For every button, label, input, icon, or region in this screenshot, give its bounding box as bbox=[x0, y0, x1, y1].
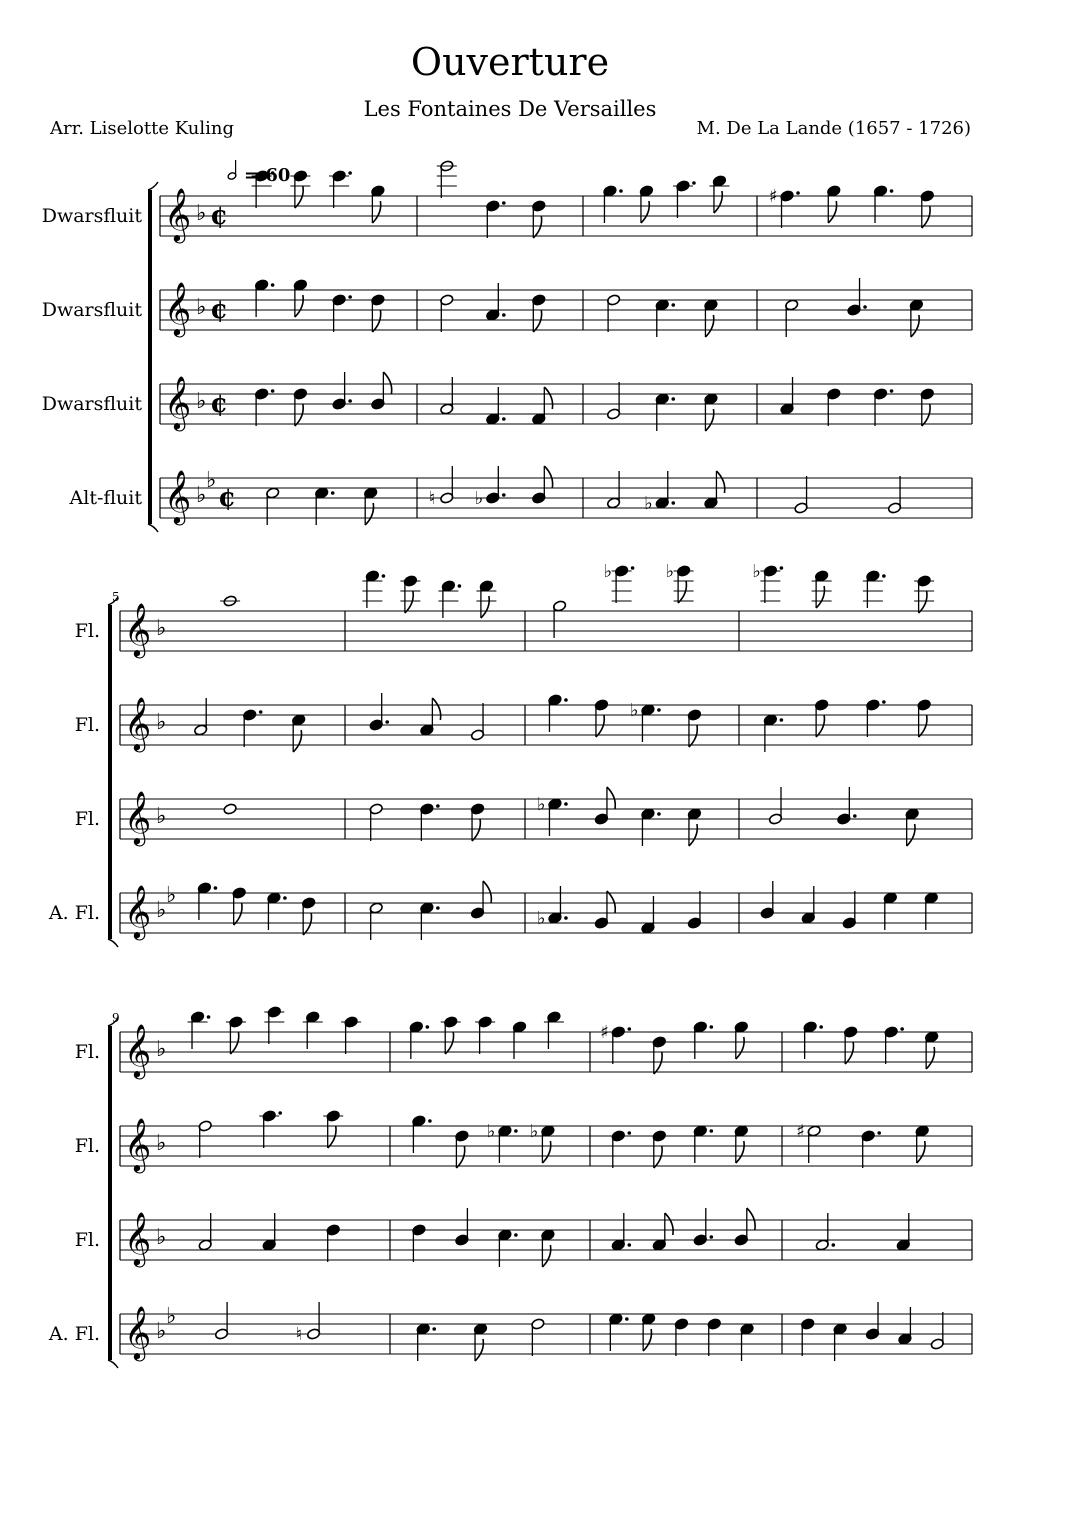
treble-clef-icon: 𝄞 bbox=[164, 187, 192, 241]
instrument-label: Fl. bbox=[74, 620, 100, 642]
bracket-hook-top bbox=[148, 182, 158, 190]
augmentation-dot bbox=[214, 886, 218, 890]
accidental-icon: ♯ bbox=[769, 186, 778, 207]
augmentation-dot bbox=[458, 584, 462, 588]
accidental-icon: ♯ bbox=[796, 1121, 805, 1142]
note-flag bbox=[544, 387, 552, 409]
note-flag bbox=[542, 1245, 550, 1267]
augmentation-dot bbox=[671, 303, 675, 307]
flat-sign-icon: ♭ bbox=[156, 616, 167, 641]
flat-sign-icon: ♭ bbox=[156, 710, 167, 735]
augmentation-dot bbox=[514, 1129, 518, 1133]
augmentation-dot bbox=[348, 295, 352, 299]
augmentation-dot bbox=[382, 574, 386, 578]
flat-sign-icon: ♭ bbox=[156, 1037, 167, 1062]
augmentation-dot bbox=[283, 896, 287, 900]
bracket-hook-bottom bbox=[108, 939, 118, 947]
cut-time-icon: ¢ bbox=[218, 483, 237, 513]
treble-clef-icon: 𝄞 bbox=[124, 1211, 152, 1265]
accidental-icon: ♭ bbox=[665, 561, 675, 582]
note-flag bbox=[607, 787, 615, 809]
flat-sign-icon: ♭ bbox=[206, 468, 217, 493]
note-flag bbox=[372, 310, 380, 332]
flat-sign-icon: ♭ bbox=[196, 201, 207, 226]
note-flag bbox=[816, 715, 824, 737]
augmentation-dot bbox=[207, 1015, 211, 1019]
instrument-label: Dwarsfluit bbox=[41, 299, 142, 321]
note-flag bbox=[295, 186, 303, 208]
bracket-hook-bottom bbox=[148, 524, 158, 532]
augmentation-dot bbox=[514, 1233, 518, 1237]
treble-clef-icon: 𝄞 bbox=[124, 790, 152, 844]
bracket-hook-bottom bbox=[108, 1360, 118, 1368]
flat-sign-icon: ♭ bbox=[156, 898, 167, 923]
note-flag bbox=[736, 1037, 744, 1059]
note-flag bbox=[234, 903, 242, 925]
treble-clef-icon: 𝄞 bbox=[124, 1117, 152, 1171]
instrument-label: A. Fl. bbox=[48, 902, 100, 924]
augmentation-dot bbox=[436, 906, 440, 910]
note-flag bbox=[230, 1032, 238, 1054]
flat-sign-icon: ♭ bbox=[156, 804, 167, 829]
augmentation-dot bbox=[502, 201, 506, 205]
treble-clef-icon: 𝄞 bbox=[124, 1305, 152, 1359]
note-flag bbox=[445, 1032, 453, 1054]
tempo-marking bbox=[227, 160, 290, 186]
augmentation-dot bbox=[882, 574, 886, 578]
note-flag bbox=[295, 404, 303, 426]
augmentation-dot bbox=[428, 1119, 432, 1123]
cut-time-icon: ¢ bbox=[210, 201, 229, 231]
augmentation-dot bbox=[671, 397, 675, 401]
accidental-icon: ♭ bbox=[474, 488, 484, 509]
note-flag bbox=[372, 201, 380, 223]
note-flag bbox=[714, 191, 722, 213]
augmentation-dot bbox=[628, 1131, 632, 1135]
note-flag bbox=[456, 1146, 464, 1168]
accidental-icon: ♭ bbox=[536, 908, 546, 929]
augmentation-dot bbox=[853, 814, 857, 818]
augmentation-dot bbox=[710, 1129, 714, 1133]
augmentation-dot bbox=[657, 708, 661, 712]
augmentation-dot bbox=[385, 720, 389, 724]
score-subtitle: Les Fontaines De Versailles bbox=[363, 97, 657, 121]
flat-sign-icon: ♭ bbox=[166, 1304, 177, 1329]
note-flag bbox=[828, 201, 836, 223]
augmentation-dot bbox=[890, 189, 894, 193]
augmentation-dot bbox=[502, 493, 506, 497]
augmentation-dot bbox=[780, 566, 784, 570]
augmentation-dot bbox=[564, 698, 568, 702]
flat-sign-icon: ♭ bbox=[156, 1225, 167, 1250]
instrument-label: Fl. bbox=[74, 714, 100, 736]
augmentation-dot bbox=[259, 710, 263, 714]
note-flag bbox=[432, 698, 440, 720]
accidental-icon: ♭ bbox=[486, 1121, 496, 1142]
augmentation-dot bbox=[331, 491, 335, 495]
note-flag bbox=[303, 913, 311, 935]
note-flag bbox=[654, 1052, 662, 1074]
accidental-icon: ♭ bbox=[529, 1121, 539, 1142]
treble-clef-icon: 𝄞 bbox=[164, 375, 192, 429]
note-flag bbox=[365, 503, 373, 525]
augmentation-dot bbox=[671, 501, 675, 505]
note-flag bbox=[328, 1126, 336, 1148]
note-flag bbox=[926, 1047, 934, 1069]
note-flag bbox=[705, 315, 713, 337]
instrument-label: Alt-fluit bbox=[69, 487, 142, 509]
instrument-label: Fl. bbox=[74, 1229, 100, 1251]
accidental-icon: ♭ bbox=[536, 794, 546, 815]
note-flag bbox=[654, 1146, 662, 1168]
augmentation-dot bbox=[710, 1235, 714, 1239]
note-flag bbox=[481, 596, 489, 618]
augmentation-dot bbox=[796, 191, 800, 195]
instrument-label: Fl. bbox=[74, 808, 100, 830]
note-flag bbox=[919, 715, 927, 737]
score-title: Ouverture bbox=[410, 40, 610, 84]
note-flag bbox=[911, 315, 919, 337]
accidental-icon: ♭ bbox=[644, 493, 653, 514]
note-flag bbox=[475, 1339, 483, 1361]
augmentation-dot bbox=[832, 1243, 836, 1247]
augmentation-dot bbox=[564, 802, 568, 806]
instrument-label: A. Fl. bbox=[48, 1323, 100, 1345]
augmentation-dot bbox=[619, 189, 623, 193]
augmentation-dot bbox=[882, 700, 886, 704]
augmentation-dot bbox=[625, 1317, 629, 1321]
note-flag bbox=[641, 201, 649, 223]
note-flag bbox=[643, 1329, 651, 1351]
note-flag bbox=[917, 1141, 925, 1163]
arranger-credit: Arr. Liselotte Kuling bbox=[50, 118, 234, 139]
flat-sign-icon: ♭ bbox=[196, 295, 207, 320]
flat-sign-icon: ♭ bbox=[156, 1319, 167, 1344]
note-flag bbox=[919, 591, 927, 613]
note-flag bbox=[533, 216, 541, 238]
note-flag bbox=[405, 591, 413, 613]
measure-number: 5 bbox=[112, 590, 120, 604]
augmentation-dot bbox=[877, 1131, 881, 1135]
accidental-icon: ♭ bbox=[752, 561, 761, 582]
instrument-label: Fl. bbox=[74, 1135, 100, 1157]
note-flag bbox=[533, 310, 541, 332]
note-flag bbox=[922, 404, 930, 426]
augmentation-dot bbox=[426, 1025, 430, 1029]
augmentation-dot bbox=[628, 1027, 632, 1031]
flat-sign-icon: ♭ bbox=[166, 883, 177, 908]
note-flag bbox=[922, 206, 930, 228]
augmentation-dot bbox=[432, 1327, 436, 1331]
note-flag bbox=[736, 1141, 744, 1163]
treble-clef-icon: 𝄞 bbox=[124, 884, 152, 938]
augmentation-dot bbox=[628, 1243, 632, 1247]
note-flag bbox=[705, 409, 713, 431]
note-flag bbox=[747, 1208, 755, 1230]
note-flag bbox=[689, 824, 697, 846]
augmentation-dot bbox=[863, 305, 867, 309]
augmentation-dot bbox=[819, 1025, 823, 1029]
accidental-icon: ♭ bbox=[629, 700, 639, 721]
note-flag bbox=[596, 715, 604, 737]
cut-time-icon: ¢ bbox=[210, 295, 229, 325]
note-flag bbox=[295, 295, 303, 317]
augmentation-dot bbox=[271, 389, 275, 393]
note-flag bbox=[293, 730, 301, 752]
tempo-value: = 60 bbox=[244, 165, 291, 186]
augmentation-dot bbox=[564, 916, 568, 920]
treble-clef-icon: 𝄞 bbox=[124, 602, 152, 656]
treble-clef-icon: 𝄞 bbox=[164, 281, 192, 335]
treble-clef-icon: 𝄞 bbox=[124, 1023, 152, 1077]
note-flag bbox=[665, 1213, 673, 1235]
instrument-label: Dwarsfluit bbox=[41, 205, 142, 227]
note-flag bbox=[716, 471, 724, 493]
augmentation-dot bbox=[348, 399, 352, 403]
augmentation-dot bbox=[692, 181, 696, 185]
flat-sign-icon: ♭ bbox=[196, 389, 207, 414]
instrument-label: Fl. bbox=[74, 1041, 100, 1063]
augmentation-dot bbox=[348, 171, 352, 175]
augmentation-dot bbox=[631, 566, 635, 570]
note-flag bbox=[689, 725, 697, 747]
augmentation-dot bbox=[710, 1025, 714, 1029]
note-flag bbox=[483, 881, 491, 903]
accidental-icon: ♯ bbox=[600, 1022, 610, 1043]
augmentation-dot bbox=[780, 718, 784, 722]
note-flag bbox=[845, 1042, 853, 1064]
augmentation-dot bbox=[436, 804, 440, 808]
augmentation-dot bbox=[657, 812, 661, 816]
instrument-label: Dwarsfluit bbox=[41, 393, 142, 415]
augmentation-dot bbox=[271, 283, 275, 287]
measure-number: 9 bbox=[112, 1011, 120, 1025]
note-flag bbox=[542, 1141, 550, 1163]
note-flag bbox=[907, 824, 915, 846]
treble-clef-icon: 𝄞 bbox=[124, 696, 152, 750]
augmentation-dot bbox=[890, 389, 894, 393]
note-flag bbox=[383, 372, 391, 394]
accidental-icon: ♮ bbox=[295, 1324, 303, 1345]
notehead bbox=[223, 803, 237, 815]
composer-credit: M. De La Lande (1657 - 1726) bbox=[696, 118, 971, 139]
flat-sign-icon: ♭ bbox=[196, 483, 207, 508]
note-flag bbox=[816, 586, 824, 608]
note-flag bbox=[544, 466, 552, 488]
flat-sign-icon: ♭ bbox=[156, 1131, 167, 1156]
augmentation-dot bbox=[502, 313, 506, 317]
accidental-icon: ♮ bbox=[428, 488, 436, 509]
note-flag bbox=[678, 581, 686, 603]
augmentation-dot bbox=[502, 417, 506, 421]
cut-time-icon: ¢ bbox=[210, 389, 229, 419]
note-flag bbox=[607, 891, 615, 913]
augmentation-dot bbox=[278, 1111, 282, 1115]
accidental-icon: ♭ bbox=[603, 561, 613, 582]
treble-clef-icon: 𝄞 bbox=[164, 469, 192, 523]
augmentation-dot bbox=[900, 1027, 904, 1031]
note-flag bbox=[472, 819, 480, 841]
